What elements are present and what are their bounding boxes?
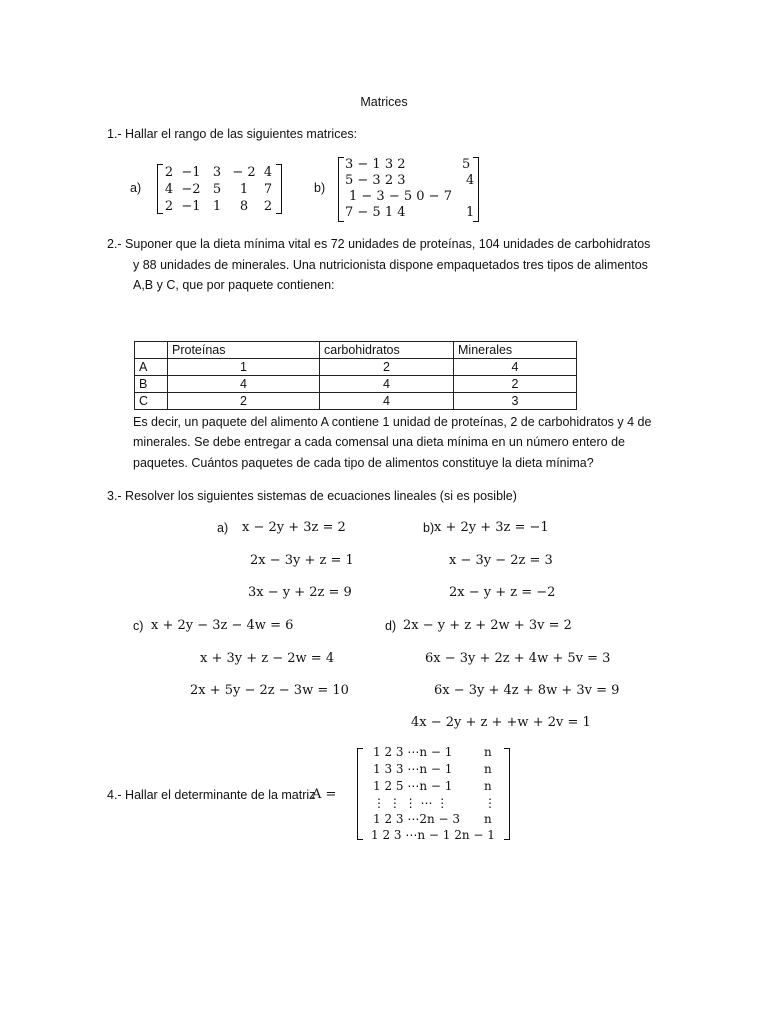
matrix-b-cell: 5: [462, 157, 471, 172]
table-cell: 2: [454, 376, 577, 393]
table-cell: B: [135, 376, 168, 393]
matrix-b-left-bracket: [338, 157, 344, 222]
table-cell: 2: [320, 359, 454, 376]
matrix-b-label: b): [314, 181, 326, 195]
matrix-a-label: a): [130, 181, 142, 195]
matrix-a-right-bracket: [276, 164, 282, 214]
page-title: Matrices: [360, 95, 408, 109]
table-header-cell: Proteínas: [168, 342, 320, 359]
equation: x − 2y + 3z = 2: [242, 520, 346, 535]
table-cell: 4: [454, 359, 577, 376]
det-row: 1 2 5 ⋯n − 1: [373, 779, 453, 793]
matrix-b-cell: 1: [466, 205, 475, 220]
equation: x + 2y + 3z = −1: [434, 520, 549, 535]
matrix-b-row: 3 − 1 3 2: [345, 157, 406, 172]
table-header-cell: [135, 342, 168, 359]
matrix-a-row: 4 −2 5 1 7: [164, 182, 273, 197]
matrix-b-row: 7 − 5 1 4: [345, 205, 406, 220]
table-cell: 4: [320, 376, 454, 393]
problem-2-line: A,B y C, que por paquete contienen:: [133, 278, 335, 292]
table-cell: 4: [320, 393, 454, 410]
table-cell: A: [135, 359, 168, 376]
det-cell: n: [484, 779, 492, 793]
det-row: ⋮ ⋮ ⋮ ⋯ ⋮: [373, 796, 449, 810]
equation: 3x − y + 2z = 9: [248, 585, 352, 600]
matrix-lhs: A =: [312, 787, 337, 802]
det-cell: ⋮: [484, 796, 496, 810]
equation: 2x + 5y − 2z − 3w = 10: [190, 683, 349, 698]
det-left-bracket: [357, 748, 363, 840]
det-right-bracket: [504, 748, 510, 840]
equation: x + 3y + z − 2w = 4: [200, 651, 335, 666]
equation: 2x − y + z = −2: [449, 585, 556, 600]
matrix-a-row: 2 −1 1 8 2: [164, 199, 273, 214]
nutrition-table: [134, 341, 577, 410]
det-row: 1 2 3 ⋯2n − 3: [373, 812, 461, 826]
equation: 6x − 3y + 2z + 4w + 5v = 3: [425, 651, 611, 666]
problem-2-line: paquetes. Cuántos paquetes de cada tipo de alimentos constituye la dieta mínima?: [133, 456, 594, 470]
equation: 6x − 3y + 4z + 8w + 3v = 9: [434, 683, 620, 698]
table-header-cell: Minerales: [454, 342, 577, 359]
table-row: [135, 393, 577, 410]
problem-3-heading: 3.- Resolver los siguientes sistemas de ecuaciones lineales (si es posible): [107, 489, 517, 503]
table-header-cell: carbohidratos: [320, 342, 454, 359]
problem-4-heading: 4.- Hallar el determinante de la matriz: [107, 788, 316, 802]
table-row: [135, 359, 577, 376]
det-cell: n: [484, 745, 492, 759]
table-cell: 1: [168, 359, 320, 376]
problem-2-line: y 88 unidades de minerales. Una nutricionista dispone empaquetados tres tipos de alimentos: [133, 258, 648, 272]
problem-2-line: minerales. Se debe entregar a cada comensal una dieta mínima en un número entero de: [133, 435, 625, 449]
matrix-a-row: 2 −1 3 − 2 4: [164, 165, 273, 180]
equation: 4x − 2y + z + +w + 2v = 1: [411, 715, 591, 730]
table-cell: 4: [168, 376, 320, 393]
table-cell: 2: [168, 393, 320, 410]
equation: 2x − 3y + z = 1: [250, 553, 354, 568]
table-cell: C: [135, 393, 168, 410]
table-header-row: [135, 342, 577, 359]
system-c-label: c): [133, 619, 144, 633]
det-row: 1 2 3 ⋯n − 1: [373, 745, 453, 759]
system-a-label: a): [217, 521, 229, 535]
det-row: 1 2 3 ⋯n − 1 2n − 1: [371, 828, 495, 842]
det-row: 1 3 3 ⋯n − 1: [373, 762, 453, 776]
problem-2-line: Es decir, un paquete del alimento A contiene 1 unidad de proteínas, 2 de carbohidratos y 4 de: [133, 415, 652, 429]
equation: x + 2y − 3z − 4w = 6: [151, 618, 294, 633]
equation: 2x − y + z + 2w + 3v = 2: [403, 618, 572, 633]
matrix-b-cell: 4: [466, 173, 475, 188]
table-cell: 3: [454, 393, 577, 410]
det-cell: n: [484, 812, 492, 826]
equation: x − 3y − 2z = 3: [449, 553, 553, 568]
problem-2-line: 2.- Suponer que la dieta mínima vital es 72 unidades de proteínas, 104 unidades de carbohidratos: [107, 237, 651, 251]
matrix-b-row: 1 − 3 − 5 0 − 7: [349, 189, 452, 204]
system-d-label: d): [385, 619, 397, 633]
det-cell: n: [484, 762, 492, 776]
system-b-label: b): [423, 521, 435, 535]
table-row: [135, 376, 577, 393]
matrix-b-row: 5 − 3 2 3: [345, 173, 406, 188]
problem-1-heading: 1.- Hallar el rango de las siguientes matrices:: [107, 127, 358, 141]
